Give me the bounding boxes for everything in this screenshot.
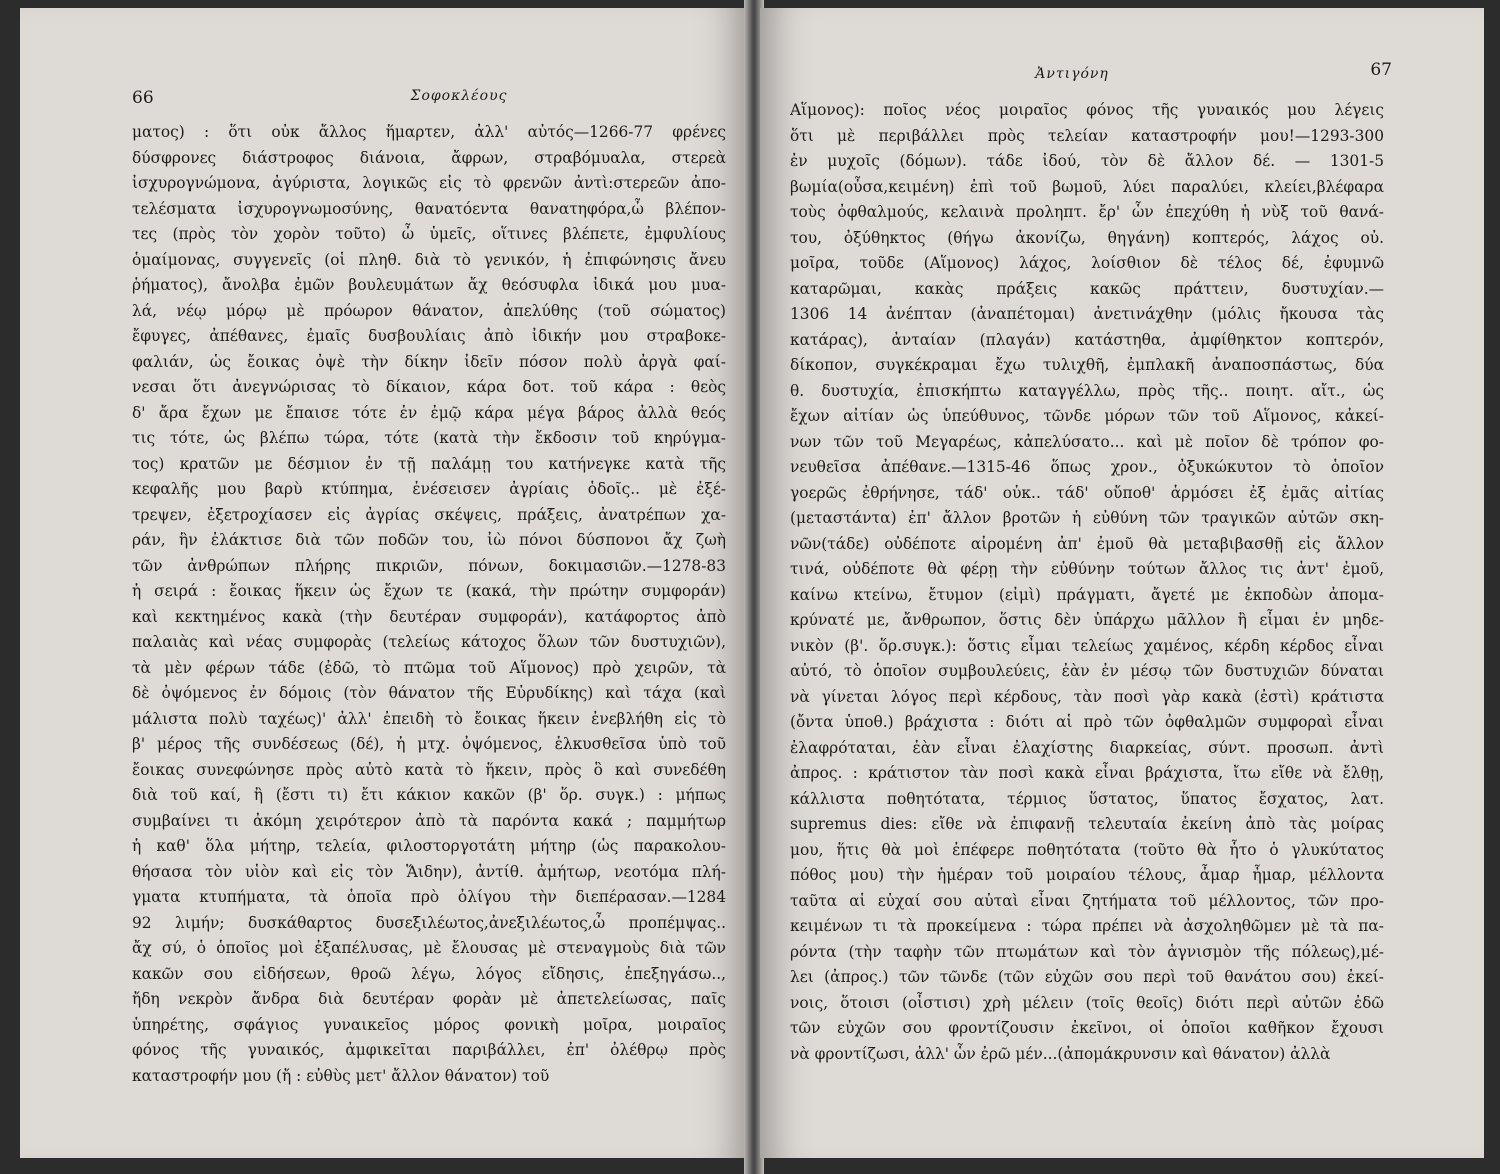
text-line: ρόντα (τὴν ταφὴν τῶν πτωμάτων καὶ τὸν ἁγνισμὸν τῆς πόλεως),μέ- — [790, 942, 1384, 961]
left-running-head: Σοφοκλέους — [410, 88, 508, 104]
text-line: λει (ἀπρος.) τῶν τῶνδε (τῶν εὐχῶν σου περὶ τοῦ θανάτου σου) ἐκεί- — [790, 968, 1384, 986]
text-line: καίνω κτείνω, ἔτυμον (εἰμὶ) πράγματι, ἄγετέ με ἐκποδὼν ἀπομα- — [790, 585, 1384, 604]
text-line: ματος) : ὅτι οὐκ ἄλλος ἥμαρτεν, ἀλλ' αὐτός—1266-77 φρένες — [132, 123, 726, 141]
right-page-header — [790, 60, 1392, 98]
left-page-header — [132, 88, 726, 120]
text-line: του, ὀξύθηκτος (θήγω ἀκονίζω, θηγάνη) κοπτερός, λάχος οὐ. — [790, 228, 1384, 247]
text-line: τις τότε, ὡς βλέπω τώρα, τότε (κατὰ τὴν ἔκδοσιν τοῦ κηρύγμα- — [132, 429, 726, 447]
left-page-number: 66 — [132, 88, 154, 108]
text-line: δύσφρονες διάστροφος διάνοια, ἄφρων, στραβόμυαλα, στερεὰ — [132, 148, 726, 167]
text-line: νικὸν (β'. ὅρ.συγκ.): ὅστις εἶμαι τελείως χαμένος, κέρδη κέρδος εἶναι — [790, 636, 1384, 655]
text-line: ἄχ σύ, ὁ ὁποῖος μοὶ ἐξαπέλυσας, μὲ ἔλουσας μὲ στεναγμοὺς διὰ τῶν — [132, 939, 726, 957]
text-line: θήσασα τὸν υἱὸν καὶ εἰς τὸν Ἅιδην), ἀντίθ. ἀμήτωρ, νεοτόμα πλή- — [132, 862, 726, 881]
text-line: διὰ τοῦ καί, ἢ (ἔστι τι) ἔτι κάκιον κακῶν (β' ὅρ. συγκ.) : μήπως — [132, 786, 726, 804]
text-line: κατάρας), ἀνταίαν (πλαγάν) κατάστηθα, ἀμφίθηκτον κοπτερόν, — [790, 330, 1384, 349]
text-line: τοὺς ὀφθαλμούς, κελαινὰ προληπτ. ἔρ' ὧν ἐπεχύθη ἡ νὺξ τοῦ θανά- — [790, 203, 1384, 221]
text-line: δ' ἄρα ἔχων με ἔπαισε τότε ἐν ἐμῷ κάρα μέγα βάρος ἀλλὰ θεός — [132, 403, 726, 422]
text-line: ῥήματος), ἄνολβα ἐμῶν βουλευμάτων ἄχ θεόσυφλα ἰδικά μου μυα- — [132, 276, 726, 294]
text-line: καὶ κεκτημένος κακὰ (τὴν δευτέραν συμφοράν), κατάφορτος ἀπὸ — [132, 607, 726, 626]
right-page-number: 67 — [1370, 60, 1392, 80]
text-line: 1306 14 ἀνέπταν (ἀναπέτομαι) ἀνετινάχθην (μόλις ἤκουσα τὰς — [790, 305, 1384, 323]
text-line: καταστροφήν μου (ἤ : εὐθὺς μετ' ἄλλον θάνατον) τοῦ — [132, 1066, 550, 1085]
text-line: (ὄντα ὑποθ.) βράχιστα : διότι αἱ πρὸ τῶν ὀφθαλμῶν συμφοραὶ εἶναι — [790, 713, 1384, 731]
text-line: φαλιάν, ὡς ἔοικας ὀψὲ τὴν δίκην ἰδεῖν πόσον πολὺ ἀργὰ φαί- — [132, 352, 726, 371]
text-line: νευθεῖσα ἀπέθανε.—1315-46 ὅπως χρον., ὀξυκώκυτον τὸ ὁποῖον — [790, 458, 1384, 476]
text-line: νεσαι ὅτι ἀνεγνώρισας τὸ δίκαιον, κάρα δοτ. τοῦ κάρα : θεὸς — [132, 378, 726, 396]
text-line: κακῶν σου εἰδήσεων, θροῶ λέγω, λόγος εἴδησις, ἐπεξηγάσω.., — [132, 964, 726, 983]
text-line: ἀπρος. : κράτιστον τὰν ποσὶ κακὰ εἶναι βράχιστα, ἴτω εἴθε νὰ ἔλθῃ, — [790, 764, 1384, 782]
right-page — [760, 8, 1484, 1158]
text-line: ἔχων αἰτίαν ὡς ὑπεύθυνος, τῶνδε μόρων τῶν τοῦ Αἵμονος, κἀκεί- — [790, 407, 1384, 425]
text-line: μου, ἥτις θὰ μοὶ ἐπέφερε ποθητότατα (τοῦτο θὰ ἦτο ὁ γλυκύτατος — [790, 840, 1384, 859]
text-line: ταῦτα αἱ εὐχαί σου αὐταὶ εἶναι ζητήματα τοῦ μέλλοντος, τῶν προ- — [790, 891, 1384, 910]
text-line: παλαιὰς καὶ νέας συμφορὰς (τελείως κάτοχος ὅλων τῶν δυστυχιῶν), — [132, 633, 726, 651]
text-line: συμβαίνει τι ἀκόμη χειρότερον ἀπὸ τὰ παρόντα κακά ; παμμήτωρ — [132, 811, 726, 830]
text-line: τος) κρατῶν με δέσμιον ἐν τῇ παλάμῃ του κατήνεγκε κατὰ τῆς — [132, 454, 726, 473]
text-line: δὲ ὀψόμενος ἐν δόμοις (τὸν θάνατον τῆς Εὐρυδίκης) καὶ τάχα (καὶ — [132, 684, 726, 702]
text-line: κάλλιστα ποθητότατα, τέρμιος ὕστατος, ὕπατος ἔσχατος, λατ. — [790, 789, 1384, 808]
text-line: φόνος τῆς γυναικός, ἀμφικεῖται παριβάλλει, ἐπ' ὀλέθρῳ πρὸς — [132, 1041, 726, 1059]
text-line: ράν, ἣν ἐλάκτισε διὰ τῶν ποδῶν του, ἰὼ πόνοι δύσπονοι ἄχ ζωὴ — [132, 531, 726, 549]
text-line: κρύνατέ με, ἄνθρωπον, ὅστις δὲν ὑπάρχω μᾶλλον ἢ εἶμαι ἐν μηδε- — [790, 611, 1384, 629]
text-line: τες (πρὸς τὸν χορὸν τοῦτο) ὦ ὑμεῖς, οἵτινες βλέπετε, ἐμφυλίους — [132, 225, 726, 243]
text-line: μάλιστα πολὺ ταχέως)' ἀλλ' ἐπειδὴ τὸ ἔοικας ἥκειν ἐνεβλήθη εἰς τὸ — [132, 709, 726, 728]
text-line: ἔφυγες, ἀπέθανες, ἐμαῖς δυσβουλίαις ἀπὸ ἰδικήν μου στραβοκε- — [132, 327, 726, 345]
text-line: ἐλαφρόταται, ἐὰν εἶναι ἐλαχίστης διαρκείας, σύντ. προσωπ. ἀντὶ — [790, 738, 1384, 757]
text-line: γοερῶς ἐθρήνησε, τάδ' οὐκ.. τάδ' οὔποθ' ἁρμόσει ἐξ ἐμᾶς αἰτίας — [790, 483, 1384, 502]
text-line: νὰ γίνεται λόγος περὶ κέρδους, τὰν ποσὶ γὰρ κακὰ (ἐστὶ) κράτιστα — [790, 687, 1384, 706]
text-line: δίκοπον, συγκέκραμαι ἔχω τυλιχθῆ, ἐμπλακῆ ἀναποσπάστως, δύα — [790, 356, 1384, 374]
text-line: νῶν(τάδε) οὐδέποτε αἰρομένη ἀπ' ἐμοῦ θὰ μεταβιβασθῇ εἰς ἄλλον — [790, 534, 1384, 553]
text-line: ἡ σειρά : ἔοικας ἥκειν ὡς ἔχων τε (κακά, τὴν πρώτην συμφοράν) — [132, 582, 726, 600]
text-line: γματα κτυπήματα, τὰ ὁποῖα πρὸ ὀλίγου τὴν διεπέρασαν.—1284 — [132, 888, 726, 906]
text-line: ἰσχυρογνώμονα, ἀγύριστα, λογικῶς εἰς τὸ φρενῶν ἀντὶ:στερεῶν ἀπο- — [132, 174, 726, 192]
text-line: ἔοικας συνεφώνησε πρὸς αὐτὸ κατὰ τὸ ἥκειν, πρὸς ὃ καὶ συνεδέθη — [132, 760, 726, 779]
left-page-text — [132, 120, 726, 1089]
text-line: ἐν μυχοῖς (δόμων). τάδε ἰδού, τὸν δὲ ἄλλον δέ. — 1301-5 — [790, 152, 1384, 170]
text-line: κειμένων τι τὰ προκείμενα : τώρα πρέπει νὰ ἀσχοληθῶμεν μὲ τὰ πα- — [790, 917, 1384, 935]
text-line: ὑπηρέτης, σφάγιος γυναικεῖος μόρος φονικὴ μοῖρα, μοιραῖος — [132, 1015, 726, 1034]
right-page-text — [790, 98, 1384, 1067]
text-line: νων τῶν τοῦ Μεγαρέως, κἀπελύσατο... καὶ μὲ ποῖον δὲ τρόπον φο- — [790, 432, 1384, 451]
left-page — [20, 8, 748, 1158]
text-line: ἡ καθ' ὅλα μήτηρ, τελεία, φιλοστοργοτάτη μήτηρ (ὡς παρακολου- — [132, 837, 726, 855]
text-line: τῶν ἀνθρώπων πλήρης πικριῶν, πόνων, δοκιμασιῶν.—1278-83 — [132, 556, 726, 575]
text-line: β' μέρος τῆς συνδέσεως (δέ), ἡ μτχ. ὀψόμενος, ἑλκυσθεῖσα ὑπὸ τοῦ — [132, 735, 726, 753]
text-line: ἤδη νεκρὸν ἄνδρα διὰ δευτέραν φορὰν μὲ ἀπετελείωσας, παῖς — [132, 990, 726, 1008]
text-line: (μεταστάντα) ἐπ' ἄλλον βροτῶν ἡ εὐθύνη τῶν τραγικῶν αὐτῶν σκη- — [790, 509, 1384, 527]
text-line: αὐτό, τὸ ὁποῖον συμβουλεύεις, ἐὰν ἐν μέσῳ τῶν δυστυχιῶν δύναται — [790, 662, 1384, 680]
text-line: τρεψεν, ἐξετροχίασεν εἰς ἀγρίας σκέψεις, πράξεις, ἀνατρέπων χα- — [132, 505, 726, 524]
text-line: τελέσματα ἰσχυρογνωμοσύνης, θανατόεντα θανατηφόρα,ὦ βλέπον- — [132, 199, 726, 218]
text-line: 92 λιμήν; δυσκάθαρτος δυσεξιλέωτος,ἀνεξιλέωτος,ὦ προπέμψας.. — [132, 913, 726, 932]
text-line: supremus dies: εἴθε νὰ ἐπιφανῇ τελευταία ἐκείνη ἀπὸ τὰς μοίρας — [790, 815, 1384, 833]
text-line: νὰ φροντίζωσι, ἀλλ' ὧν ἐρῶ μέν...(ἀπομάκρυνσιν καὶ θάνατον) ἀλλὰ — [790, 1044, 1331, 1063]
text-line: ὅτι μὲ περιβάλλει πρὸς τελείαν καταστροφήν μου!—1293-300 — [790, 126, 1384, 145]
text-line: πόθος μου) τὴν ἡμέραν τοῦ μοιραίου τέλους, ἆμαρ ἦμαρ, μέλλοντα — [790, 866, 1384, 884]
text-line: τῶν εὐχῶν σου φροντίζουσιν ἐκεῖνοι, οἱ ὁποῖοι καθῆκον ἔχουσι — [790, 1019, 1384, 1037]
right-running-head: Ἀντιγόνη — [1035, 66, 1109, 82]
text-line: θ. δυστυχία, ἐπισκήπτω καταγγέλλω, πρὸς τῆς.. ποιητ. αἴτ., ὡς — [790, 381, 1384, 400]
text-line: λά, νέῳ μόρῳ μὲ πρόωρον θάνατον, ἀπελύθης (τοῦ σώματος) — [132, 301, 726, 320]
text-line: τινά, οὐδέποτε θὰ φέρῃ τὴν εὐθύνην τούτων ἄλλος τις ἀντ' ἐμοῦ, — [790, 560, 1384, 578]
text-line: μοῖρα, τοῦδε (Αἵμονος) λάχος, λοίσθιον δὲ τέλος δέ, ἐφυμνῶ — [790, 254, 1384, 272]
text-line: Αἵμονος): ποῖος νέος μοιραῖος φόνος τῆς γυναικός μου λέγεις — [790, 101, 1384, 119]
text-line: τὰ μὲν φέρων τάδε (ἐδῶ, τὸ πτῶμα τοῦ Αἵμονος) πρὸ χειρῶν, τὰ — [132, 658, 726, 677]
text-line: κεφαλῆς μου βαρὺ κτύπημα, ἐνέσεισεν ἀγρίαις ὁδοῖς.. μὲ ἐξέ- — [132, 480, 726, 498]
text-line: ὁμαίμονας, συγγενεῖς (οἱ πληθ. διὰ τὸ γενικόν, ἡ ἐπιφώνησις ἄνευ — [132, 250, 726, 269]
text-line: βωμία(οὖσα,κειμένη) ἐπὶ τοῦ βωμοῦ, λύει παραλύει, κλείει,βλέφαρα — [790, 177, 1384, 196]
text-line: καταρῶμαι, κακὰς πράξεις κακῶς πράττειν, δυστυχίαν.— — [790, 279, 1384, 298]
text-line: νοις, ὅτοισι (οἷστισι) χρὴ μέλειν (τοῖς θεοῖς) διότι περὶ αὐτῶν ἐδῶ — [790, 993, 1384, 1012]
